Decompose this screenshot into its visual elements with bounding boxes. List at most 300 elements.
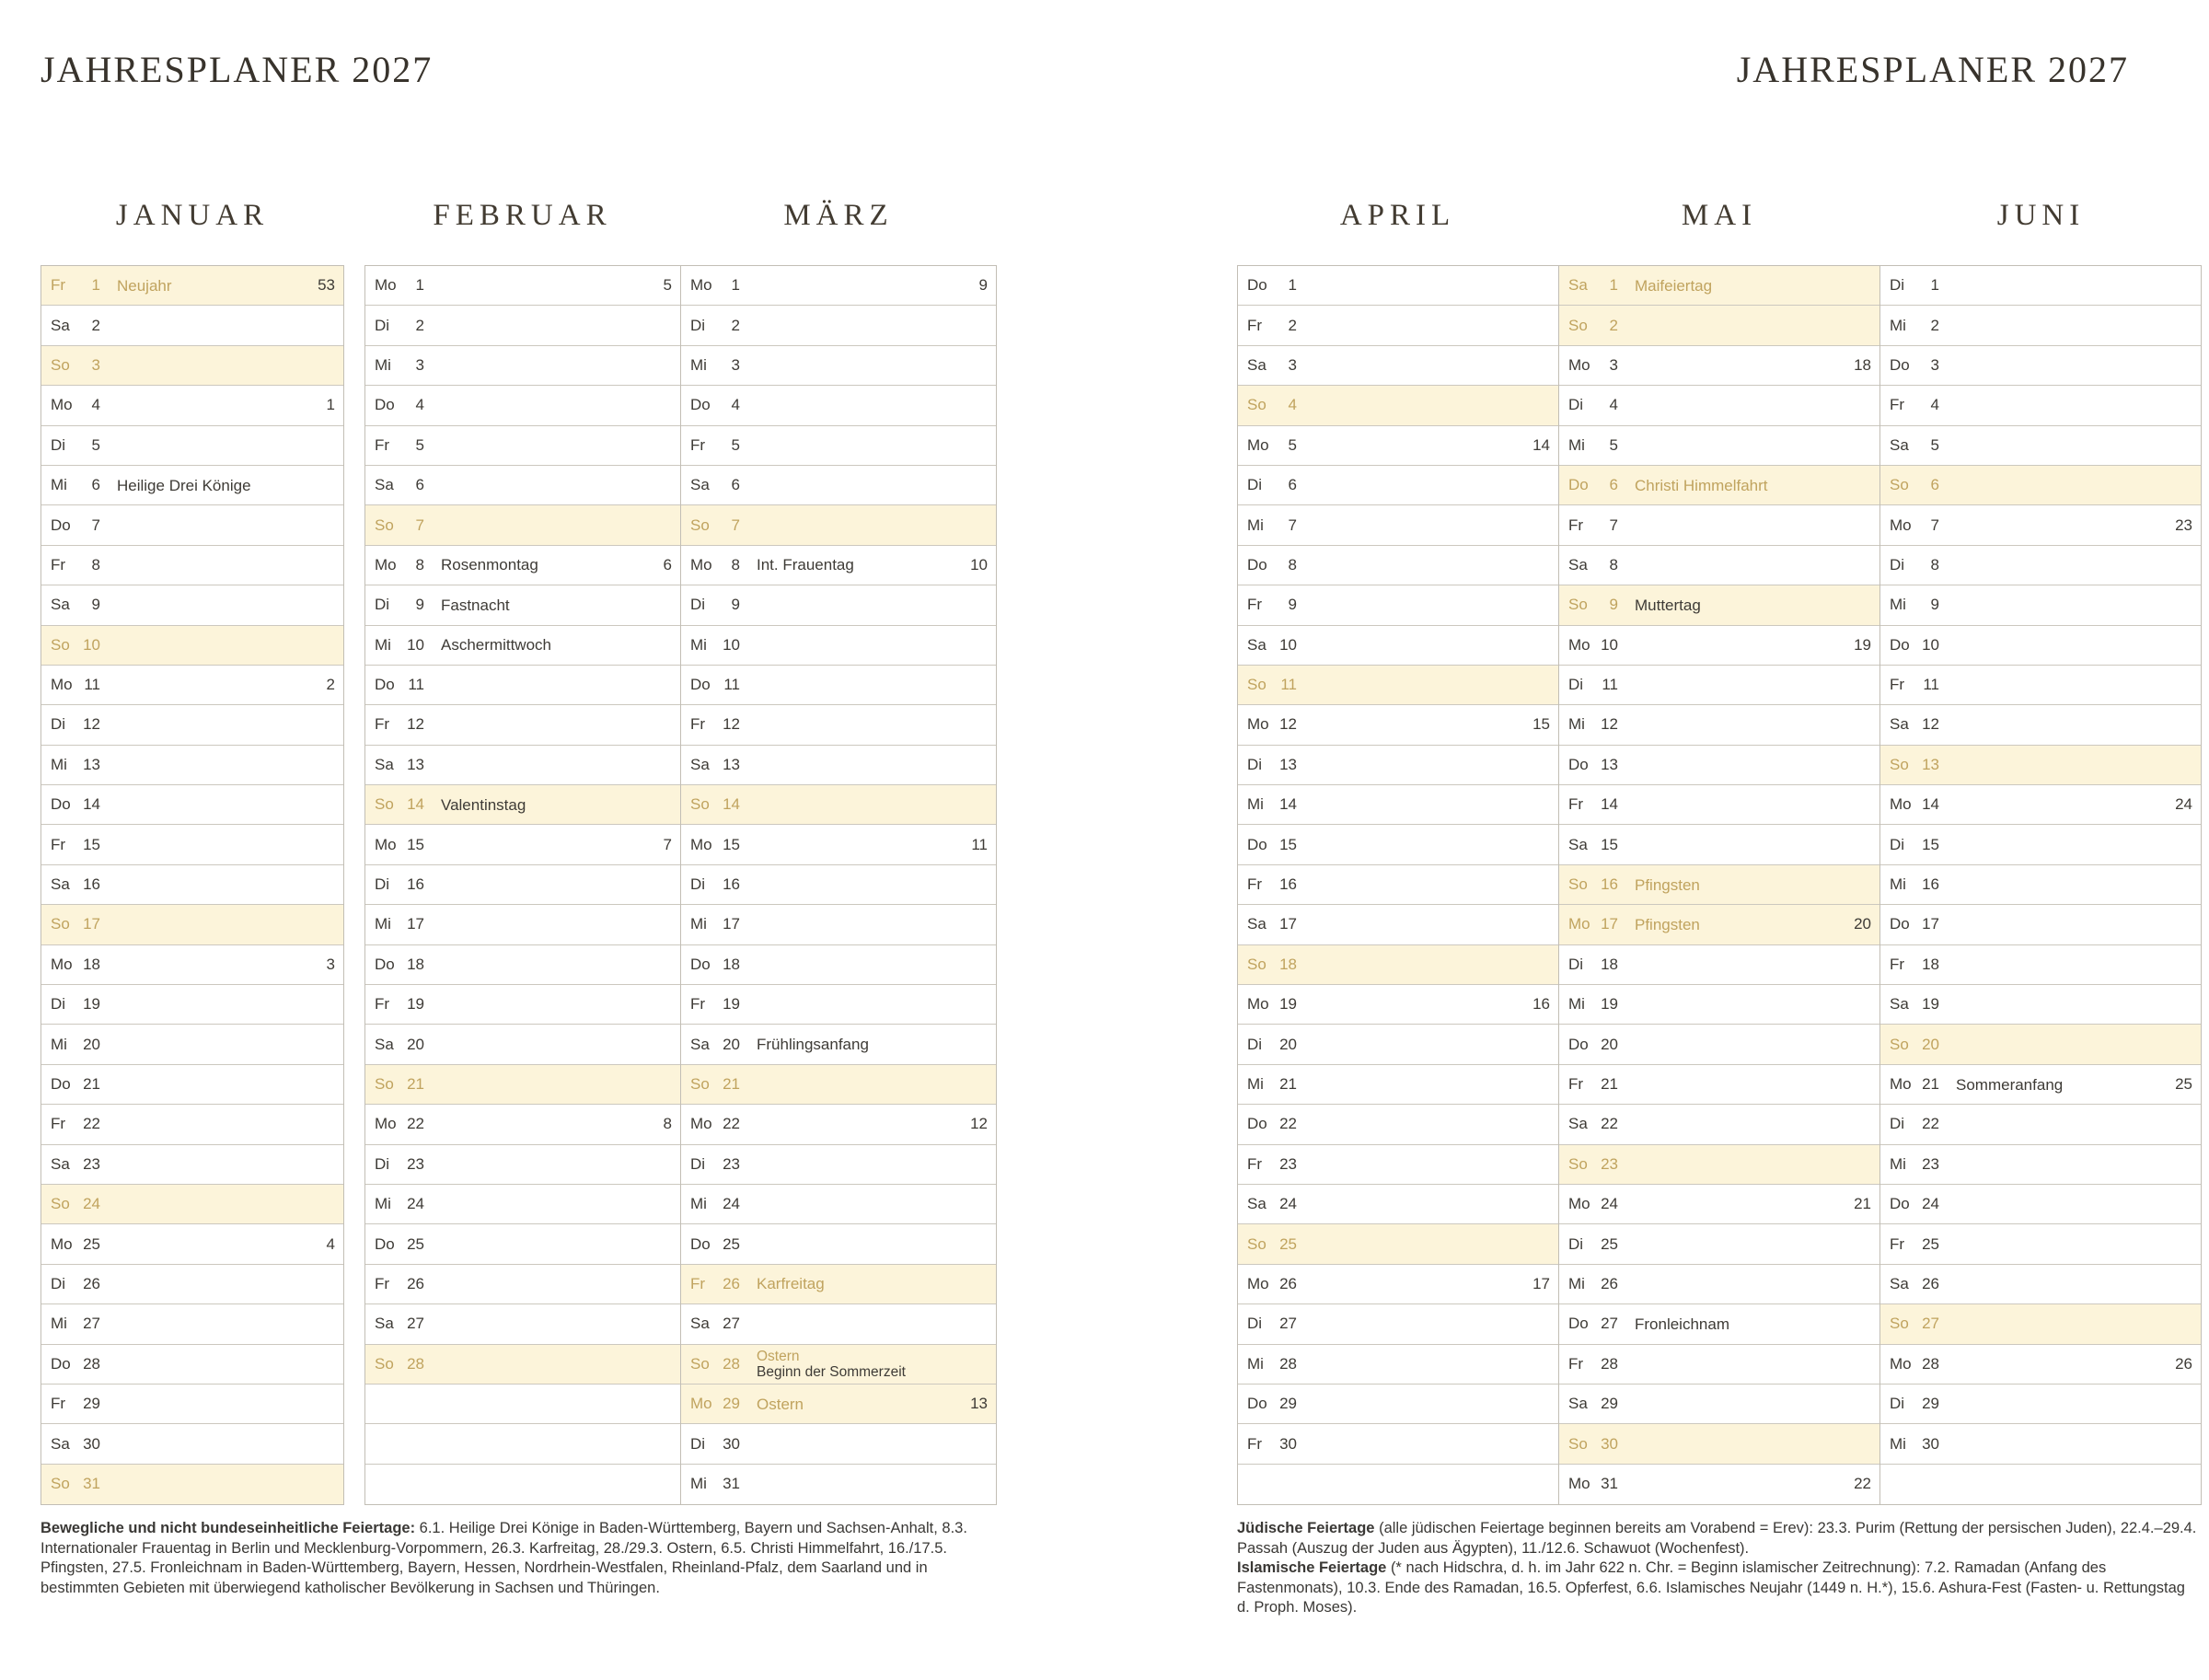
week-number: 18 [1854, 355, 1871, 374]
day-cell-juni-29 [1880, 1385, 2201, 1424]
day-number: 5 [1609, 435, 1618, 454]
weekday-label: Sa [1568, 555, 1588, 574]
weekday-label: Fr [690, 995, 706, 1014]
weekday-label: Mi [1568, 995, 1585, 1014]
day-number: 12 [1601, 715, 1618, 734]
weekday-label: Mi [690, 355, 707, 374]
weekday-label: Mo [690, 835, 712, 853]
day-cell-maerz-1 [681, 266, 996, 306]
day-number: 11 [1602, 676, 1618, 694]
weekday-label: Fr [375, 715, 390, 734]
weekday-label: Mo [1247, 715, 1269, 734]
weekday-label: Sa [690, 755, 710, 773]
weekday-label: Sa [375, 1035, 394, 1053]
day-number: 11 [408, 676, 424, 694]
weekday-label: Di [690, 1154, 706, 1173]
weekday-label: Di [1247, 755, 1263, 773]
day-number: 22 [1922, 1115, 1939, 1133]
week-number: 17 [1532, 1274, 1550, 1292]
day-number: 7 [91, 516, 100, 534]
day-cell-april-29 [1238, 1385, 1558, 1424]
weekday-label: Mi [690, 1475, 707, 1493]
footnote-regional-lead: Bewegliche und nicht bundeseinheitliche Feiertage: [40, 1520, 416, 1536]
day-cell-juni-28 [1880, 1345, 2201, 1385]
day-cell-maerz-8 [681, 546, 996, 585]
day-cell-mai-21 [1559, 1065, 1879, 1105]
weekday-label: So [1890, 476, 1909, 494]
week-number: 9 [978, 276, 988, 295]
day-number: 1 [1930, 276, 1939, 295]
weekday-label: Mi [51, 1035, 67, 1053]
day-number: 22 [723, 1115, 740, 1133]
weekday-label: So [51, 915, 70, 933]
day-cell-maerz-13 [681, 746, 996, 785]
month-column-januar [41, 266, 343, 1504]
day-cell-mai-18 [1559, 945, 1879, 985]
weekday-label: So [690, 516, 710, 534]
day-number: 9 [91, 596, 100, 614]
day-cell-april-25 [1238, 1224, 1558, 1264]
day-cell-mai-25 [1559, 1224, 1879, 1264]
day-cell-mai-12 [1559, 705, 1879, 745]
day-cell-mai-31 [1559, 1465, 1879, 1504]
day-number: 15 [1601, 835, 1618, 853]
day-cell-juni-18 [1880, 945, 2201, 985]
month-title-april: APRIL [1339, 199, 1456, 232]
weekday-label: Mo [51, 676, 73, 694]
day-number: 31 [83, 1475, 100, 1493]
day-number: 17 [83, 915, 100, 933]
day-cell-juni-24 [1880, 1185, 2201, 1224]
day-number: 25 [83, 1234, 100, 1253]
day-number: 23 [1279, 1154, 1297, 1173]
empty-cell [365, 1424, 680, 1464]
day-number: 2 [1609, 316, 1618, 334]
day-cell-maerz-29 [681, 1385, 996, 1424]
day-cell-maerz-23 [681, 1145, 996, 1185]
day-number: 18 [1601, 955, 1618, 973]
day-number: 14 [723, 795, 740, 814]
holiday-label: Karfreitag [757, 1275, 825, 1293]
day-number: 28 [1922, 1354, 1939, 1373]
day-number: 21 [723, 1075, 740, 1093]
day-cell-april-27 [1238, 1304, 1558, 1344]
month-column-juni [1879, 266, 2201, 1504]
day-cell-mai-3 [1559, 346, 1879, 386]
weekday-label: Do [690, 955, 711, 973]
footnote-islamic-text: (* nach Hidschra, d. h. im Jahr 622 n. Chr. = Beginn islamischer Zeitrechnung): 7.2. Ramadan (Anfang des Fastenmonats), 10.3. Ende des Ramadan, 16.5. Opferfest, 6.6. Islamisches Neujahr (1449 n. H.*), 15.6. Ashura-Fest (Fasten- u. Rettungstag d. Proph. Moses). [1237, 1559, 2185, 1616]
day-number: 1 [731, 276, 740, 295]
weekday-label: Sa [51, 316, 70, 334]
day-number: 9 [1288, 596, 1297, 614]
day-number: 4 [415, 396, 424, 414]
day-cell-januar-9 [41, 585, 343, 625]
day-cell-maerz-12 [681, 705, 996, 745]
day-cell-juni-15 [1880, 825, 2201, 864]
week-number: 53 [318, 276, 335, 295]
weekday-label: Sa [1568, 1395, 1588, 1413]
day-cell-maerz-14 [681, 785, 996, 825]
weekday-label: Do [1890, 635, 1910, 654]
day-cell-maerz-16 [681, 865, 996, 905]
day-cell-maerz-11 [681, 666, 996, 705]
day-cell-januar-19 [41, 985, 343, 1025]
day-number: 21 [1279, 1075, 1297, 1093]
day-cell-april-9 [1238, 585, 1558, 625]
weekday-label: So [690, 1354, 710, 1373]
day-number: 6 [1930, 476, 1939, 494]
weekday-label: Mo [375, 276, 397, 295]
day-number: 2 [91, 316, 100, 334]
weekday-label: Do [1568, 1035, 1589, 1053]
day-number: 25 [723, 1234, 740, 1253]
day-number: 14 [1601, 795, 1618, 814]
day-number: 12 [723, 715, 740, 734]
day-number: 18 [1922, 955, 1939, 973]
weekday-label: Mi [1890, 875, 1906, 894]
day-cell-juni-12 [1880, 705, 2201, 745]
holiday-label: Heilige Drei Könige [117, 476, 251, 494]
day-cell-april-18 [1238, 945, 1558, 985]
day-cell-mai-16 [1559, 865, 1879, 905]
weekday-label: Di [1890, 835, 1905, 853]
week-number: 1 [326, 396, 335, 414]
day-cell-juni-16 [1880, 865, 2201, 905]
day-number: 12 [1922, 715, 1939, 734]
day-number: 16 [1279, 875, 1297, 894]
weekday-label: Di [1568, 676, 1584, 694]
weekday-label: Fr [1568, 795, 1584, 814]
weekday-label: Do [1568, 476, 1589, 494]
week-number: 22 [1854, 1475, 1871, 1493]
day-number: 26 [83, 1274, 100, 1292]
weekday-label: Mi [1247, 795, 1264, 814]
holiday-label: Ostern Beginn der Sommerzeit [757, 1348, 906, 1380]
weekday-label: So [375, 1354, 394, 1373]
weekday-label: Sa [1247, 355, 1266, 374]
day-number: 4 [731, 396, 740, 414]
day-number: 15 [1922, 835, 1939, 853]
day-number: 13 [1922, 755, 1939, 773]
day-cell-juni-26 [1880, 1265, 2201, 1304]
weekday-label: Mo [1890, 1354, 1912, 1373]
weekday-label: Fr [1247, 316, 1263, 334]
day-cell-april-1 [1238, 266, 1558, 306]
day-cell-april-22 [1238, 1105, 1558, 1144]
weekday-label: Mo [1568, 355, 1590, 374]
day-number: 4 [1930, 396, 1939, 414]
weekday-label: Mo [1568, 1195, 1590, 1213]
month-column-februar [365, 266, 680, 1504]
day-cell-januar-24 [41, 1185, 343, 1224]
weekday-label: Mo [1247, 1274, 1269, 1292]
day-number: 11 [1923, 676, 1939, 694]
day-number: 26 [1601, 1274, 1618, 1292]
day-number: 17 [723, 915, 740, 933]
weekday-label: Mo [375, 1115, 397, 1133]
weekday-label: Do [375, 396, 395, 414]
weekday-label: Mi [1247, 1354, 1264, 1373]
week-number: 3 [326, 955, 335, 973]
day-cell-juni-1 [1880, 266, 2201, 306]
day-number: 10 [723, 635, 740, 654]
day-cell-januar-29 [41, 1385, 343, 1424]
day-number: 17 [1922, 915, 1939, 933]
weekday-label: Di [375, 316, 390, 334]
week-number: 8 [663, 1115, 672, 1133]
day-number: 14 [1922, 795, 1939, 814]
day-cell-mai-19 [1559, 985, 1879, 1025]
holiday-label: Muttertag [1635, 596, 1701, 614]
weekday-label: So [1568, 1434, 1588, 1453]
day-number: 27 [83, 1315, 100, 1333]
day-cell-februar-1 [365, 266, 680, 306]
day-number: 30 [723, 1434, 740, 1453]
weekday-label: Mi [375, 1195, 391, 1213]
day-number: 19 [723, 995, 740, 1014]
day-number: 19 [1601, 995, 1618, 1014]
day-number: 7 [731, 516, 740, 534]
day-cell-februar-24 [365, 1185, 680, 1224]
day-cell-april-19 [1238, 985, 1558, 1025]
day-cell-februar-3 [365, 346, 680, 386]
day-number: 19 [1279, 995, 1297, 1014]
day-cell-april-24 [1238, 1185, 1558, 1224]
weekday-label: So [51, 1475, 70, 1493]
day-number: 2 [1288, 316, 1297, 334]
weekday-label: Mi [1247, 1075, 1264, 1093]
day-cell-januar-4 [41, 386, 343, 425]
day-number: 30 [1922, 1434, 1939, 1453]
weekday-label: Mo [690, 1115, 712, 1133]
day-number: 24 [723, 1195, 740, 1213]
weekday-label: Mo [1247, 995, 1269, 1014]
day-number: 23 [83, 1154, 100, 1173]
day-cell-april-21 [1238, 1065, 1558, 1105]
weekday-label: Mo [1890, 516, 1912, 534]
day-cell-april-20 [1238, 1025, 1558, 1064]
day-number: 28 [407, 1354, 424, 1373]
day-number: 13 [83, 755, 100, 773]
day-cell-mai-5 [1559, 426, 1879, 466]
weekday-label: Di [375, 1154, 390, 1173]
weekday-label: So [690, 1075, 710, 1093]
day-number: 9 [415, 596, 424, 614]
week-number: 2 [326, 676, 335, 694]
weekday-label: Di [1247, 1035, 1263, 1053]
weekday-label: Do [1247, 1395, 1267, 1413]
day-number: 13 [1279, 755, 1297, 773]
day-cell-april-16 [1238, 865, 1558, 905]
day-cell-januar-27 [41, 1304, 343, 1344]
week-number: 4 [326, 1234, 335, 1253]
day-cell-februar-22 [365, 1105, 680, 1144]
weekday-label: Fr [1247, 596, 1263, 614]
day-cell-maerz-31 [681, 1465, 996, 1504]
weekday-label: Mo [1247, 435, 1269, 454]
weekday-label: Do [1890, 355, 1910, 374]
weekday-label: Mi [1890, 596, 1906, 614]
day-cell-januar-17 [41, 905, 343, 944]
weekday-label: Sa [1890, 715, 1909, 734]
day-number: 14 [1279, 795, 1297, 814]
day-number: 27 [407, 1315, 424, 1333]
weekday-label: Sa [1568, 835, 1588, 853]
day-cell-mai-8 [1559, 546, 1879, 585]
weekday-label: So [1247, 676, 1266, 694]
weekday-label: Do [690, 396, 711, 414]
weekday-label: Fr [1247, 875, 1263, 894]
day-number: 25 [1279, 1234, 1297, 1253]
footnote-islamic [1237, 1558, 2202, 1618]
weekday-label: Di [51, 995, 66, 1014]
day-number: 4 [1609, 396, 1618, 414]
day-number: 24 [83, 1195, 100, 1213]
day-cell-maerz-22 [681, 1105, 996, 1144]
calendar-table-februar-maerz [364, 265, 997, 1505]
day-number: 16 [407, 875, 424, 894]
day-number: 20 [83, 1035, 100, 1053]
weekday-label: Fr [690, 435, 706, 454]
weekday-label: Do [375, 1234, 395, 1253]
weekday-label: Fr [690, 1274, 706, 1292]
day-number: 24 [1279, 1195, 1297, 1213]
calendar-table-januar [40, 265, 344, 1505]
day-number: 25 [407, 1234, 424, 1253]
day-number: 15 [723, 835, 740, 853]
day-number: 13 [1601, 755, 1618, 773]
day-number: 10 [83, 635, 100, 654]
page-title-left: JAHRESPLANER 2027 [40, 49, 434, 90]
day-cell-februar-28 [365, 1345, 680, 1385]
day-cell-mai-17 [1559, 905, 1879, 944]
week-number: 14 [1532, 435, 1550, 454]
weekday-label: So [51, 355, 70, 374]
weekday-label: Do [1247, 835, 1267, 853]
day-number: 22 [407, 1115, 424, 1133]
day-cell-januar-2 [41, 306, 343, 345]
day-number: 18 [407, 955, 424, 973]
day-number: 3 [91, 355, 100, 374]
holiday-label: Fronleichnam [1635, 1315, 1729, 1333]
weekday-label: Sa [690, 1035, 710, 1053]
weekday-label: So [1247, 1234, 1266, 1253]
day-number: 16 [1601, 875, 1618, 894]
day-number: 21 [1922, 1075, 1939, 1093]
day-number: 25 [1922, 1234, 1939, 1253]
day-cell-juni-13 [1880, 746, 2201, 785]
day-cell-juni-22 [1880, 1105, 2201, 1144]
day-cell-februar-2 [365, 306, 680, 345]
weekday-label: Do [1247, 555, 1267, 574]
week-number: 15 [1532, 715, 1550, 734]
day-number: 3 [1288, 355, 1297, 374]
weekday-label: Di [1568, 955, 1584, 973]
day-cell-maerz-10 [681, 626, 996, 666]
day-number: 11 [84, 676, 100, 694]
weekday-label: Do [51, 516, 71, 534]
day-number: 12 [83, 715, 100, 734]
day-cell-maerz-25 [681, 1224, 996, 1264]
day-number: 19 [83, 995, 100, 1014]
day-number: 8 [731, 555, 740, 574]
weekday-label: Mi [51, 755, 67, 773]
weekday-label: Di [1890, 1115, 1905, 1133]
day-number: 3 [1609, 355, 1618, 374]
holiday-label: Fastnacht [441, 596, 510, 614]
weekday-label: Sa [375, 476, 394, 494]
week-number: 10 [970, 555, 988, 574]
day-number: 12 [407, 715, 424, 734]
day-number: 12 [1279, 715, 1297, 734]
day-cell-maerz-20 [681, 1025, 996, 1064]
day-number: 21 [1601, 1075, 1618, 1093]
weekday-label: Sa [1568, 276, 1588, 295]
weekday-label: Sa [1890, 995, 1909, 1014]
day-cell-januar-20 [41, 1025, 343, 1064]
day-cell-januar-6 [41, 466, 343, 505]
weekday-label: Fr [51, 1395, 66, 1413]
day-number: 30 [1601, 1434, 1618, 1453]
weekday-label: Mo [1568, 1475, 1590, 1493]
weekday-label: Do [1247, 276, 1267, 295]
weekday-label: Sa [51, 1154, 70, 1173]
day-cell-april-10 [1238, 626, 1558, 666]
day-cell-mai-29 [1559, 1385, 1879, 1424]
day-number: 11 [723, 676, 740, 694]
day-number: 8 [1930, 555, 1939, 574]
weekday-label: Fr [1890, 1234, 1905, 1253]
day-cell-maerz-26 [681, 1265, 996, 1304]
day-cell-juni-5 [1880, 426, 2201, 466]
footnote-regional-text: 6.1. Heilige Drei Könige in Baden-Württemberg, Bayern und Sachsen-Anhalt, 8.3. Internationaler Frauentag in Berlin und Mecklenburg-Vorpommern, 26.3. Karfreitag, 28./29.3. Ostern, 6.5. Christi Himmelfahrt, 16./17.5. Pfingsten, 27.5. Fronleichnam in Baden-Württemberg, Bayern, Hessen, Nordrhein-Westfalen, Rheinland-Pfalz, dem Saarland und in bestimmten Gebieten mit überwiegend katholischer Bevölkerung in Sachsen und Thüringen. [40, 1520, 967, 1596]
day-cell-februar-18 [365, 945, 680, 985]
day-cell-maerz-30 [681, 1424, 996, 1464]
footnote-jewish-lead: Jüdische Feiertage [1237, 1520, 1375, 1536]
weekday-label: Di [375, 596, 390, 614]
day-cell-maerz-4 [681, 386, 996, 425]
day-cell-mai-22 [1559, 1105, 1879, 1144]
weekday-label: Sa [1568, 1115, 1588, 1133]
holiday-label: Frühlingsanfang [757, 1036, 869, 1054]
day-cell-april-26 [1238, 1265, 1558, 1304]
week-number: 12 [970, 1115, 988, 1133]
day-number: 8 [415, 555, 424, 574]
day-number: 28 [1279, 1354, 1297, 1373]
day-number: 2 [1930, 316, 1939, 334]
weekday-label: Mi [1247, 516, 1264, 534]
day-cell-juni-25 [1880, 1224, 2201, 1264]
weekday-label: Di [690, 596, 706, 614]
day-number: 25 [1601, 1234, 1618, 1253]
day-number: 23 [407, 1154, 424, 1173]
week-number: 26 [2175, 1354, 2192, 1373]
holiday-label: Pfingsten [1635, 915, 1700, 933]
day-number: 16 [1922, 875, 1939, 894]
day-number: 29 [1279, 1395, 1297, 1413]
day-cell-mai-27 [1559, 1304, 1879, 1344]
weekday-label: Mi [1890, 1434, 1906, 1453]
day-cell-april-13 [1238, 746, 1558, 785]
weekday-label: Di [690, 875, 706, 894]
day-number: 14 [83, 795, 100, 814]
day-cell-juni-10 [1880, 626, 2201, 666]
day-cell-maerz-7 [681, 505, 996, 545]
weekday-label: Sa [1890, 1274, 1909, 1292]
day-number: 22 [1279, 1115, 1297, 1133]
weekday-label: Mi [51, 1315, 67, 1333]
day-number: 18 [1279, 955, 1297, 973]
